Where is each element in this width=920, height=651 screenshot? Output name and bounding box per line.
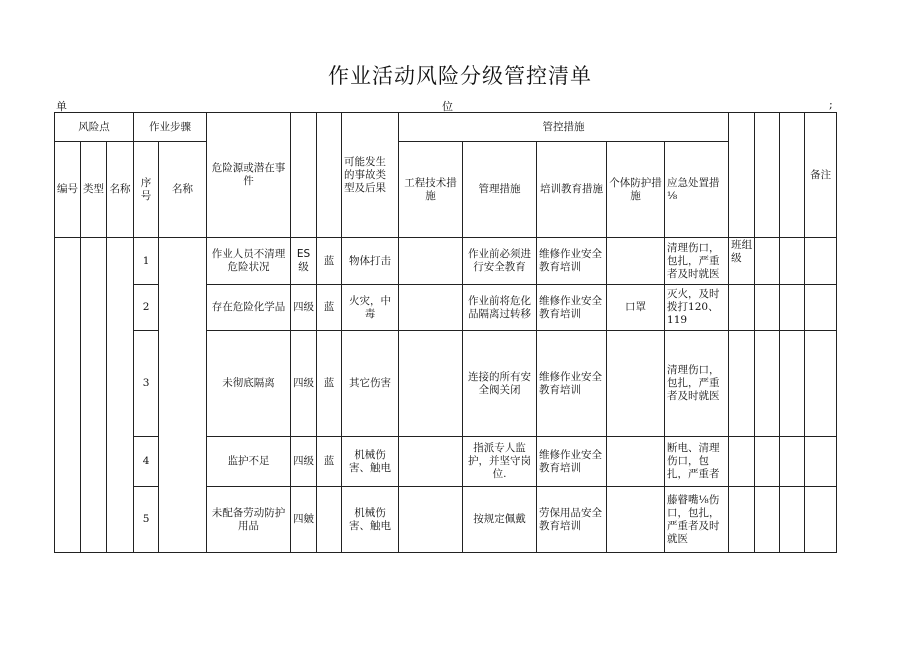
step-name-header: 名称	[159, 142, 207, 238]
position-label: 位	[442, 100, 453, 113]
row-engineering	[399, 285, 463, 331]
row-hazard: 未彻底隔离	[207, 331, 291, 437]
hazard-header: 危险源或潜在事件	[207, 113, 291, 238]
seq-header: 序号	[134, 142, 159, 238]
type-header: 类型	[81, 142, 107, 238]
row-ppe	[607, 238, 665, 285]
unit-row-end: ;	[829, 98, 833, 111]
row-seq: 3	[134, 331, 159, 437]
control-measures-header: 管控措施	[399, 113, 729, 142]
row-level: 四级	[291, 331, 317, 437]
row-color	[317, 487, 342, 553]
row-ppe	[607, 331, 665, 437]
row-accident: 其它伤害	[342, 331, 399, 437]
row-emergency: 清理伤口，包扎，严重者及时就医	[665, 331, 729, 437]
management-header: 管理措施	[463, 142, 537, 238]
ppe-header: 个体防护措施	[607, 142, 665, 238]
row-level: ES级	[291, 238, 317, 285]
row-seq: 5	[134, 487, 159, 553]
row-hazard: 作业人员不清理危险状况	[207, 238, 291, 285]
row-training: 维修作业安全教育培训	[537, 285, 607, 331]
row-seq: 1	[134, 238, 159, 285]
header-row-2	[55, 142, 837, 238]
code-header: 编号	[55, 142, 81, 238]
row-accident: 物体打击	[342, 238, 399, 285]
possible-accident-header: 可能发生的事故类型及后果	[342, 113, 399, 238]
header-row-1	[55, 113, 837, 142]
row-management: 指派专人监护，并坚守岗位.	[463, 437, 537, 487]
row-ppe	[607, 437, 665, 487]
blank-header	[729, 113, 755, 238]
row-engineering	[399, 437, 463, 487]
row-emergency: 断电、清理伤口，包扎，严重者	[665, 437, 729, 487]
risk-point-header: 风险点	[55, 113, 134, 142]
row-engineering	[399, 331, 463, 437]
row-management: 作业前将危化品隔离过转移	[463, 285, 537, 331]
row-management: 作业前必须进行安全教育	[463, 238, 537, 285]
row-color: 蓝	[317, 238, 342, 285]
unit-label: 单	[56, 100, 67, 113]
row-engineering	[399, 487, 463, 553]
row-accident: 火灾，中毒	[342, 285, 399, 331]
row-training: 维修作业安全教育培训	[537, 331, 607, 437]
row-ppe	[607, 487, 665, 553]
row-control-level: 班组级	[729, 238, 755, 285]
risk-control-table	[54, 112, 837, 553]
row-seq: 2	[134, 285, 159, 331]
work-step-header: 作业步骤	[134, 113, 207, 142]
training-header: 培训教育措施	[537, 142, 607, 238]
row-emergency: 清理伤口，包扎，严重者及时就医	[665, 238, 729, 285]
row-hazard: 未配备劳动防护用品	[207, 487, 291, 553]
name-header: 名称	[107, 142, 134, 238]
emergency-header: 应急处置措⅛	[665, 142, 729, 238]
row-emergency: 灭火，及时拨打120、119	[665, 285, 729, 331]
blank-header	[291, 113, 317, 238]
blank-header	[317, 113, 342, 238]
row-color: 蓝	[317, 437, 342, 487]
row-training: 维修作业安全教育培训	[537, 238, 607, 285]
page-title: 作业活动风险分级管控清单	[328, 64, 592, 88]
row-accident: 机械伤害、触电	[342, 487, 399, 553]
row-accident: 机械伤害、触电	[342, 437, 399, 487]
row-management: 按规定佩戴	[463, 487, 537, 553]
note-header: 备注	[805, 113, 837, 238]
row-level: 四皴	[291, 487, 317, 553]
row-level: 四级	[291, 437, 317, 487]
row-training: 维修作业安全教育培训	[537, 437, 607, 487]
row-emergency: 藤瞽嘴⅛伤口，包扎，严重者及时就医	[665, 487, 729, 553]
row-engineering	[399, 238, 463, 285]
blank-header	[755, 113, 780, 238]
table-row	[55, 238, 837, 285]
row-management: 连接的所有安全阀关闭	[463, 331, 537, 437]
blank-header	[780, 113, 805, 238]
row-hazard: 存在危险化学品	[207, 285, 291, 331]
row-training: 劳保用品安全教育培训	[537, 487, 607, 553]
row-level: 四级	[291, 285, 317, 331]
row-seq: 4	[134, 437, 159, 487]
row-ppe: 口罩	[607, 285, 665, 331]
row-color: 蓝	[317, 331, 342, 437]
row-hazard: 监护不足	[207, 437, 291, 487]
row-color: 蓝	[317, 285, 342, 331]
engineering-header: 工程技术措施	[399, 142, 463, 238]
